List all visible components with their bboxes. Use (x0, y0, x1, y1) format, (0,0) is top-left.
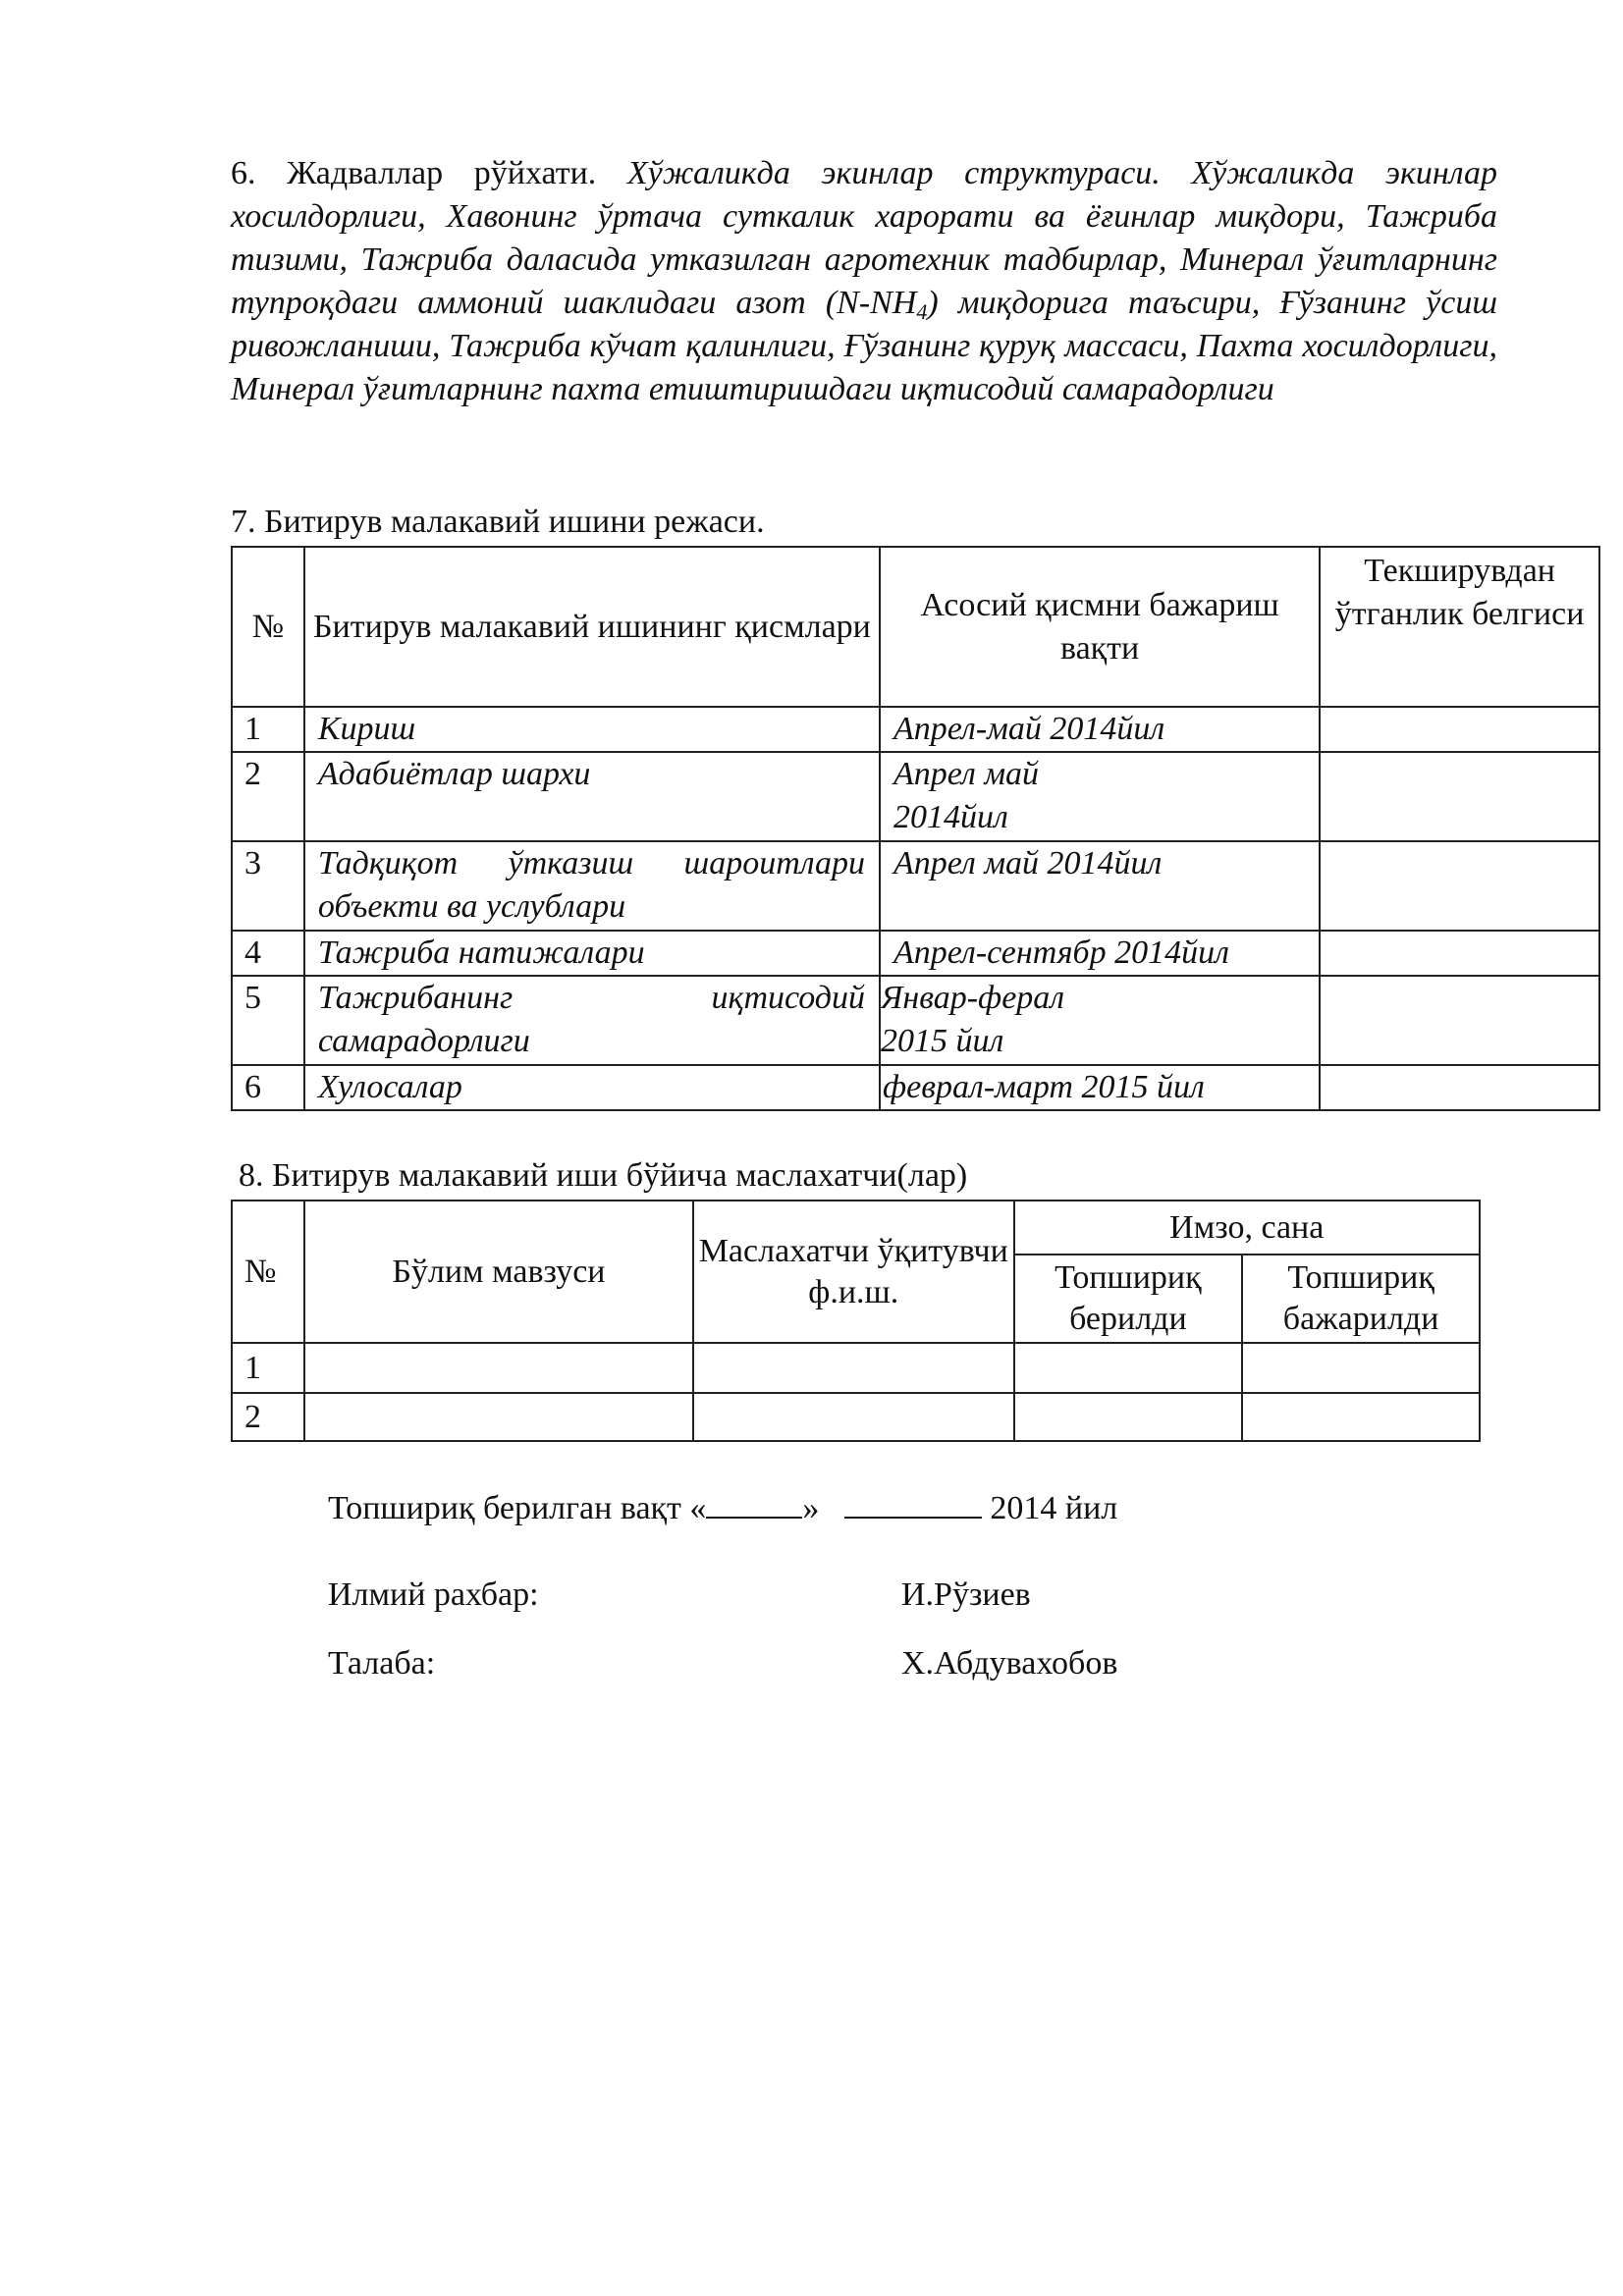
row-number: 5 (232, 976, 304, 1065)
section6-text: Хўжаликда экинлар структураси. Хўжаликда экинлар хосилдорлиги, Хавонинг ўртача суткалик харорати ва ёғинлар миқдори, Тажриба тизими, Тажриба даласида утказилган агротехник тадбирлар, Минерал ўғитларнинг тупроқдаги аммоний шаклидаги азот (N-NH (231, 155, 1498, 321)
header-done: Топшириқ бажарилди (1242, 1255, 1480, 1343)
row-check (1320, 1065, 1599, 1110)
consultants-table (231, 1200, 1481, 1442)
table-row (232, 1065, 1599, 1110)
row-given (1014, 1343, 1243, 1393)
row-part: Адабиётлар шархи (304, 752, 880, 841)
header-num: № (232, 1201, 304, 1343)
section6-subscript: 4 (916, 299, 928, 324)
section8-heading: 8. Битирув малакавий иши бўйича маслахатчи(лар) (239, 1157, 968, 1194)
row-check (1320, 841, 1599, 931)
date-suffix: 2014 йил (990, 1490, 1118, 1526)
row-number: 1 (232, 1343, 304, 1393)
row-check (1320, 707, 1599, 752)
student-name: Х.Абдувахобов (901, 1645, 1118, 1682)
row-part: Тажрибанинг иқтисодий самарадорлиги (304, 976, 880, 1065)
row-part: Хулосалар (304, 1065, 880, 1110)
row-check (1320, 752, 1599, 841)
date-mid: » (802, 1490, 820, 1526)
row-part: Тажриба натижалари (304, 931, 880, 976)
header-num: № (232, 547, 304, 707)
header-sign: Имзо, сана (1014, 1201, 1481, 1255)
table-row (232, 752, 1599, 841)
day-blank (706, 1487, 802, 1519)
table-row (232, 1343, 1480, 1393)
row-number: 3 (232, 841, 304, 931)
plan-table (231, 546, 1600, 1111)
student-label: Талаба: (328, 1645, 436, 1682)
row-time: Апрел-май 2014йил (880, 707, 1320, 752)
row-done (1242, 1393, 1480, 1441)
row-time: Январ-ферал 2015 йил (880, 976, 1320, 1065)
header-topic: Бўлим мавзуси (304, 1201, 693, 1343)
row-time: Апрел май 2014йил (880, 841, 1320, 931)
row-check (1320, 976, 1599, 1065)
section7-heading: 7. Битирув малакавий ишини режаси. (231, 504, 765, 540)
supervisor-label: Илмий рахбар: (328, 1576, 539, 1613)
table-row (232, 707, 1599, 752)
header-advisor: Маслахатчи ўқитувчи ф.и.ш. (693, 1201, 1014, 1343)
assignment-date-line (328, 1487, 1117, 1528)
row-number: 2 (232, 1393, 304, 1441)
row-part: Тадқиқот ўтказиш шароитлари объекти ва услублари (304, 841, 880, 931)
row-number: 2 (232, 752, 304, 841)
row-advisor (693, 1343, 1014, 1393)
header-parts: Битирув малакавий ишининг қисмлари (304, 547, 880, 707)
section6-label: 6. Жадваллар рўйхати. (231, 155, 597, 191)
plan-table-header (232, 547, 1599, 707)
table-row (232, 931, 1599, 976)
row-given (1014, 1393, 1243, 1441)
supervisor-name: И.Рўзиев (901, 1576, 1031, 1613)
row-advisor (693, 1393, 1014, 1441)
date-prefix: Топшириқ берилган вақт « (328, 1490, 707, 1526)
row-done (1242, 1343, 1480, 1393)
section6-text-after: ) миқдорига таъсири, Ғўзанинг ўсиш ривожланиши, Тажриба кўчат қалинлиги, Ғўзанинг қуруқ массаси, Пахта хосилдорлиги, Минерал ўғитларнинг пахта етиштиришдаги иқтисодий самарадорлиги (231, 285, 1497, 407)
row-number: 1 (232, 707, 304, 752)
row-topic (304, 1343, 693, 1393)
row-time: Апрел май 2014йил (880, 752, 1320, 841)
row-part: Кириш (304, 707, 880, 752)
row-time: феврал-март 2015 йил (880, 1065, 1320, 1110)
header-given: Топшириқ берилди (1014, 1255, 1243, 1343)
row-number: 4 (232, 931, 304, 976)
row-time: Апрел-сентябр 2014йил (880, 931, 1320, 976)
table-row (232, 976, 1599, 1065)
row-topic (304, 1393, 693, 1441)
header-check: Текширувдан ўтганлик белгиси (1320, 547, 1599, 707)
table-row (232, 1393, 1480, 1441)
table-row (232, 841, 1599, 931)
consult-header-row-1 (232, 1201, 1480, 1255)
row-number: 6 (232, 1065, 304, 1110)
row-check (1320, 931, 1599, 976)
month-blank (844, 1487, 982, 1519)
tables-list-paragraph (231, 152, 1497, 411)
header-time: Асосий қисмни бажариш вақти (880, 547, 1320, 707)
